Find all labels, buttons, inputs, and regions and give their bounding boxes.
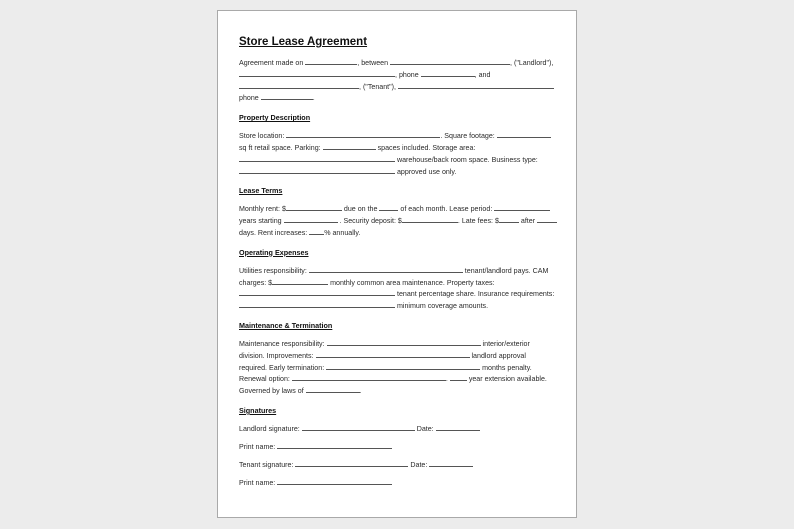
insurance-field[interactable]	[239, 300, 395, 308]
intro-line-2: , phone , and	[239, 69, 557, 81]
parking-spaces-field[interactable]	[323, 142, 376, 150]
landlord-date-field[interactable]	[436, 423, 480, 431]
late-fee-field[interactable]	[499, 215, 519, 223]
tenant-print-name-field[interactable]	[277, 477, 392, 485]
store-location-field[interactable]	[286, 130, 440, 138]
landlord-print-name-field[interactable]	[277, 441, 392, 449]
tenant-phone-field[interactable]	[261, 92, 313, 100]
section-heading-signatures: Signatures	[239, 405, 277, 415]
lease-period-field[interactable]	[494, 203, 550, 211]
section-heading-operating: Operating Expenses	[239, 247, 309, 257]
document-body: Store Lease Agreement Agreement made on , between , ("Landlord"), , phone , and , ("Tenant"), phone . Property Description Store location: . Square footage: sq ft retail space. Parking: spaces included. Storage area: warehouse/back room space. Business type: approved use only. Lease Terms Monthly rent: $ due on the of each month. Lease period: years starting . Security deposit: $ . Late fees: $ after days. Rent increases: % annually. Operating Expenses Utilities responsibility: tenant/landlord pays. CAM charges: $ monthly common area maintenance. Property taxes: tenant percentage share. Insurance requirements: minimum coverage amounts. Maintenance & Termination Maintenance responsibility: interior/exterior division. Improvements: landlord approval required. Early termination: months penalty. Renewal option: . year extension available. Governed by laws of . Signatures Landlord signature: Date: Print name: Tenant signature: Date: Print name:	[239, 35, 557, 495]
landlord-phone-field[interactable]	[421, 69, 475, 77]
square-footage-field[interactable]	[497, 130, 551, 138]
landlord-address-field[interactable]	[239, 69, 395, 77]
maintenance-resp-field[interactable]	[327, 338, 481, 346]
tenant-name-field[interactable]	[239, 81, 359, 89]
renewal-option-field[interactable]	[292, 373, 446, 381]
intro-line-3: , ("Tenant"),	[239, 81, 557, 93]
property-taxes-field[interactable]	[239, 288, 395, 296]
monthly-rent-field[interactable]	[286, 203, 342, 211]
renewal-years-field[interactable]	[450, 373, 467, 381]
agreement-date-field[interactable]	[305, 57, 357, 65]
intro-line-4: phone .	[239, 94, 315, 103]
section-heading-property: Property Description	[239, 113, 311, 123]
intro-line-1: Agreement made on , between , ("Landlord"),	[239, 59, 554, 67]
security-deposit-field[interactable]	[402, 215, 458, 223]
tenant-signature-field[interactable]	[295, 459, 408, 467]
landlord-signature-field[interactable]	[302, 423, 415, 431]
tenant-date-field[interactable]	[429, 459, 473, 467]
cam-charges-field[interactable]	[272, 277, 328, 285]
document-title: Store Lease Agreement	[239, 36, 368, 48]
section-heading-maintenance: Maintenance & Termination	[239, 320, 333, 330]
rent-increase-field[interactable]	[309, 227, 324, 235]
rent-due-day-field[interactable]	[379, 203, 398, 211]
business-type-field[interactable]	[239, 166, 395, 174]
tenant-address-field[interactable]	[398, 81, 554, 89]
storage-area-field[interactable]	[239, 154, 395, 162]
document-page	[217, 10, 577, 518]
section-heading-lease: Lease Terms	[239, 186, 283, 196]
governing-law-field[interactable]	[306, 385, 360, 393]
early-termination-field[interactable]	[326, 362, 480, 370]
utilities-field[interactable]	[309, 265, 463, 273]
lease-start-field[interactable]	[284, 215, 338, 223]
late-fee-days-field[interactable]	[537, 215, 557, 223]
landlord-name-field[interactable]	[390, 57, 510, 65]
improvements-field[interactable]	[316, 350, 470, 358]
